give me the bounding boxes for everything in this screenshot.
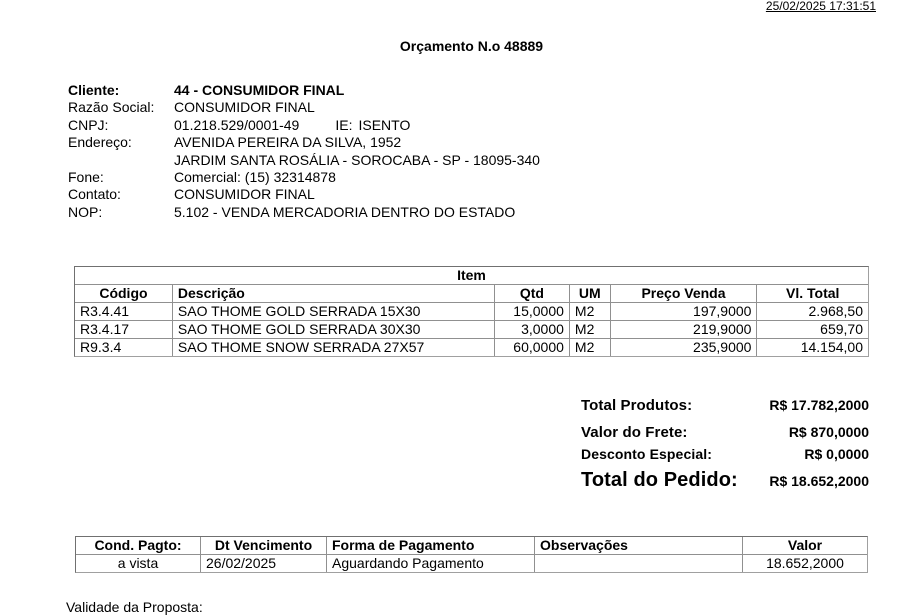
endereco-label: Endereço: — [68, 134, 132, 151]
total-produtos-row — [581, 397, 869, 419]
endereco-line1: AVENIDA PEREIRA DA SILVA, 1952 — [174, 134, 402, 151]
nop-label: NOP: — [68, 203, 103, 220]
document-title: Orçamento N.o 48889 — [399, 38, 544, 54]
cell-cond-pagto: a vista — [76, 554, 200, 572]
items-table — [74, 266, 869, 357]
total-pedido-label: Total do Pedido: — [581, 469, 738, 491]
razao-social-label: Razão Social: — [68, 99, 155, 116]
total-pedido-value: R$ 18.652,2000 — [769, 473, 869, 489]
cell-um: M2 — [569, 338, 610, 356]
payment-table — [75, 536, 868, 573]
cell-qtd: 60,0000 — [494, 338, 569, 356]
client-label: Cliente: — [68, 82, 120, 98]
cell-preco-venda: 235,9000 — [610, 338, 757, 356]
cell-qtd: 15,0000 — [494, 302, 569, 320]
spacer — [68, 152, 174, 169]
total-produtos-value: R$ 17.782,2000 — [769, 397, 869, 413]
cell-descricao: SAO THOME GOLD SERRADA 15X30 — [172, 302, 494, 320]
cell-qtd: 3,0000 — [494, 320, 569, 338]
nop-row — [68, 204, 540, 221]
total-produtos-label: Total Produtos: — [581, 397, 693, 414]
contato-value: CONSUMIDOR FINAL — [174, 186, 315, 203]
col-cond-pagto: Cond. Pagto: — [94, 537, 182, 553]
items-header-row — [75, 284, 868, 302]
cell-descricao: SAO THOME GOLD SERRADA 30X30 — [172, 320, 494, 338]
cell-codigo: R3.4.17 — [75, 320, 172, 338]
validity-label: Validade da Proposta: — [66, 599, 203, 615]
client-value: 44 - CONSUMIDOR FINAL — [174, 82, 345, 98]
col-dt-vencimento: Dt Vencimento — [200, 537, 326, 554]
razao-social-row — [68, 99, 540, 116]
client-row — [68, 82, 540, 99]
cell-codigo: R9.3.4 — [75, 338, 172, 356]
desconto-value: R$ 0,0000 — [804, 446, 869, 462]
fone-label: Fone: — [68, 169, 104, 186]
contato-label: Contato: — [68, 186, 121, 203]
cell-observacoes — [534, 554, 742, 572]
cell-preco-venda: 219,9000 — [610, 320, 757, 338]
cell-descricao: SAO THOME SNOW SERRADA 27X57 — [172, 338, 494, 356]
nop-value: 5.102 - VENDA MERCADORIA DENTRO DO ESTADO — [174, 203, 516, 220]
col-observacoes: Observações — [534, 537, 742, 554]
frete-row — [581, 424, 869, 446]
table-row — [75, 338, 868, 356]
payment-header-row — [76, 537, 867, 554]
cell-valor: 18.652,2000 — [742, 554, 867, 572]
cell-um: M2 — [569, 302, 610, 320]
order-totals — [581, 397, 869, 497]
col-um: UM — [569, 284, 610, 302]
cell-forma-pagamento: Aguardando Pagamento — [326, 554, 534, 572]
cell-vl-total: 14.154,00 — [756, 338, 868, 356]
fone-value: Comercial: (15) 32314878 — [174, 169, 336, 186]
print-timestamp: 25/02/2025 17:31:51 — [765, 0, 876, 13]
col-qtd: Qtd — [494, 284, 569, 302]
cnpj-row — [68, 117, 540, 134]
cell-vl-total: 2.968,50 — [756, 302, 868, 320]
col-vl-total: Vl. Total — [756, 284, 868, 302]
cell-dt-vencimento: 26/02/2025 — [200, 554, 326, 572]
cnpj-value: 01.218.529/0001-49 — [174, 116, 300, 133]
items-group-header: Item — [457, 267, 486, 283]
cell-vl-total: 659,70 — [756, 320, 868, 338]
cell-preco-venda: 197,9000 — [610, 302, 757, 320]
cell-um: M2 — [569, 320, 610, 338]
endereco-row — [68, 134, 540, 151]
client-info — [68, 82, 540, 221]
col-forma-pagamento: Forma de Pagamento — [326, 537, 534, 554]
col-codigo: Código — [75, 284, 172, 302]
table-row — [75, 320, 868, 338]
desconto-label: Desconto Especial: — [581, 446, 712, 462]
endereco-row-2 — [68, 152, 540, 169]
fone-row — [68, 169, 540, 186]
endereco-line2: JARDIM SANTA ROSÁLIA - SOROCABA - SP - 18095-340 — [174, 151, 540, 168]
ie-label: IE: — [335, 116, 353, 133]
col-preco-venda: Preço Venda — [610, 284, 757, 302]
ie-value: ISENTO — [358, 116, 411, 133]
col-valor: Valor — [742, 537, 867, 554]
table-row — [75, 302, 868, 320]
contato-row — [68, 186, 540, 203]
desconto-row — [581, 446, 869, 469]
frete-value: R$ 870,0000 — [788, 424, 869, 440]
razao-social-value: CONSUMIDOR FINAL — [174, 99, 315, 116]
total-pedido-row — [581, 469, 869, 497]
frete-label: Valor do Frete: — [581, 424, 688, 441]
table-row — [76, 554, 867, 572]
items-group-header-row — [75, 267, 868, 284]
cnpj-label: CNPJ: — [68, 116, 109, 133]
cell-codigo: R3.4.41 — [75, 302, 172, 320]
col-descricao: Descrição — [172, 284, 494, 302]
